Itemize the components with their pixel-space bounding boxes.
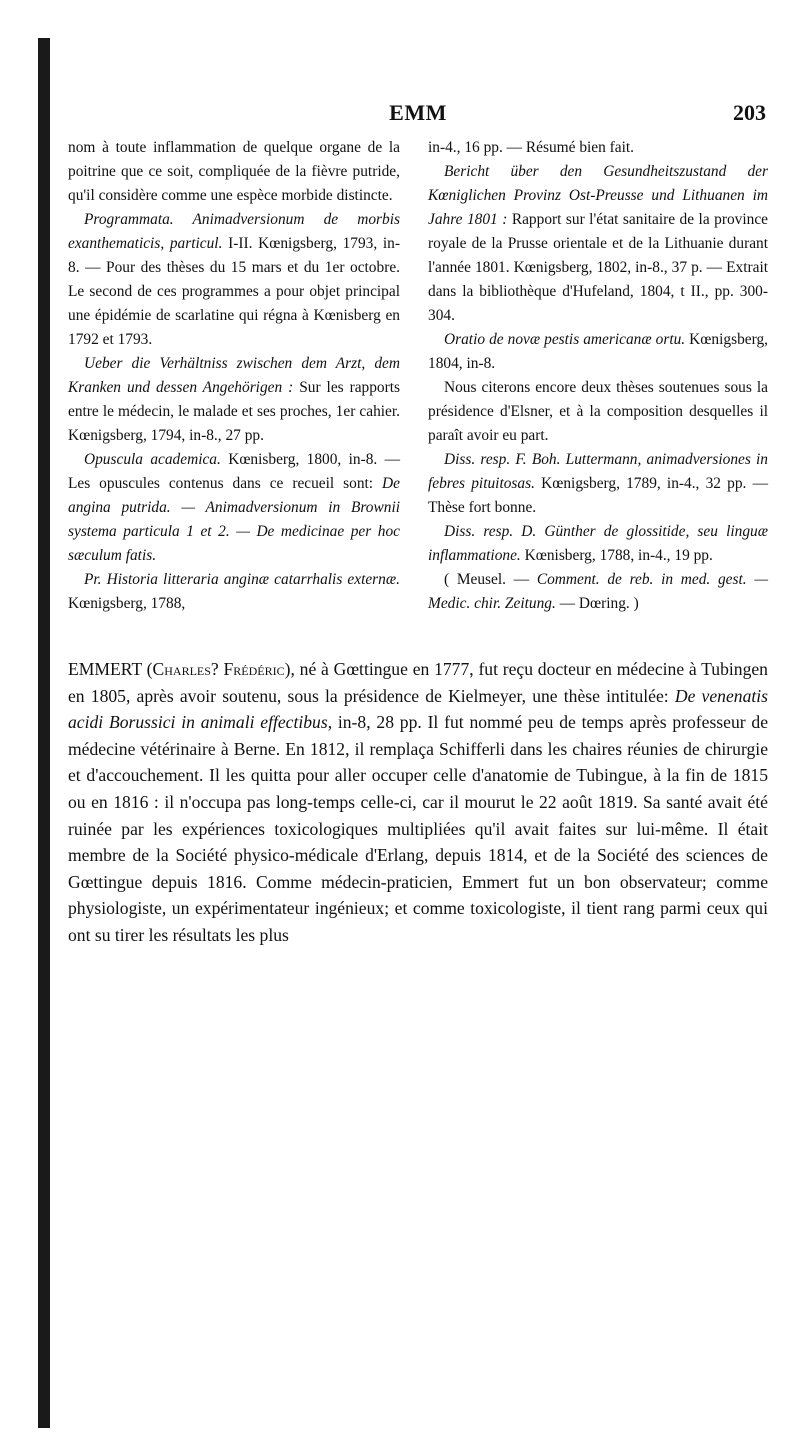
right-paragraph-5: Diss. resp. F. Boh. Luttermann, animadversiones in febres pituitosas. Kœnigsberg, 1789, in-4., 32 pp. — Thèse fort bonne. [428,451,768,516]
page-edge-shadow [38,38,50,1428]
running-head: EMM [389,100,447,125]
biography-entry [68,656,768,949]
book-page [68,100,768,949]
page-header [68,100,768,136]
right-paragraph-4: Nous citerons encore deux thèses soutenues sous la présidence d'Elsner, et à la composition desquelles il paraît avoir eu part. [428,379,768,444]
two-column-section [68,136,768,616]
right-paragraph-6: Diss. resp. D. Günther de glossitide, seu linguæ inflammatione. Kœnisberg, 1788, in-4., 19 pp. [428,523,768,564]
right-paragraph-3: Oratio de novæ pestis americanæ ortu. Kœnigsberg, 1804, in-8. [428,331,768,372]
left-paragraph-2: Programmata. Animadversionum de morbis exanthematicis, particul. I-II. Kœnigsberg, 1793, in-8. — Pour des thèses du 15 mars et du 1er octobre. Le second de ces programmes a pour objet principal une épidémie de scarlatine qui régna à Kœnisberg en 1792 et 1793. [68,211,400,348]
left-paragraph-5: Pr. Historia litteraria anginæ catarrhalis externæ. Kœnigsberg, 1788, [68,571,400,612]
thesis-title: De venenatis acidi Borussici in animali effectibus [68,685,768,733]
left-paragraph-3: Ueber die Verhältniss zwischen dem Arzt, dem Kranken und dessen Angehörigen : Sur les rapports entre le médecin, le malade et ses proches, 1er cahier. Kœnigsberg, 1794, in-8., 27 pp. [68,355,401,444]
right-paragraph-2: Bericht über den Gesundheitszustand der Kœniglichen Provinz Ost-Preusse und Lithuanen im Jahre 1801 : Rapport sur l'état sanitaire de la province royale de la Prusse orientale et de la Lithuanie durant l'année 1801. Kœnigsberg, 1802, in-8., 37 p. — Extrait dans la bibliothèque d'Hufeland, 1804, t II., pp. 300-304. [428,163,768,324]
entry-paragraph: EMMERT (Charles? Frédéric), né à Gœttingue en 1777, fut reçu docteur en médecine à Tubingen en 1805, après avoir soutenu, sous la présidence de Kielmeyer, une thèse intitulée: De venenatis acidi Borussici in animali effectibus, in-8, 28 pp. Il fut nommé peu de temps après professeur de médecine vétérinaire à Berne. En 1812, il remplaça Schifferli dans les chaires réunies de chirurgie et d'accouchement. Il les quitta pour aller occuper celle d'anatomie de Tubingue, à la fin de 1815 ou en 1816 : il n'occupa pas long-temps celle-ci, car il mourut le 22 août 1819. Sa santé avait été ruinée par les expériences toxicologiques multipliées qu'il avait faites sur lui-même. Il était membre de la Société physico-médicale d'Erlang, depuis 1814, et de la Société des sciences de Gœttingue depuis 1816. Comme médecin-praticien, Emmert fut un bon observateur; comme physiologiste, un expérimentateur ingénieux; et comme toxicologiste, il tient rang parmi ceux qui ont su tirer les résultats les plus [68,659,769,945]
left-paragraph-4: Opuscula academica. Kœnisberg, 1800, in-8. — Les opuscules contenus dans ce recueil sont: De angina putrida. — Animadversionum in Brownii systema particula 1 et 2. — De medicinae per hoc sæculum fatis. [68,451,401,564]
right-paragraph-1: in-4., 16 pp. — Résumé bien fait. [428,139,635,156]
right-column [428,136,768,616]
entry-given-names: (Charles? Frédéric [146,659,285,679]
left-paragraph-1: nom à toute inflammation de quelque organe de la poitrine que ce soit, compliquée de la fièvre putride, qu'il considère comme une espèce morbide distincte. [68,139,400,204]
entry-name: EMMERT [68,659,142,679]
page-number: 203 [733,100,766,125]
right-paragraph-7: ( Meusel. — Comment. de reb. in med. gest. — Medic. chir. Zeitung. — Dœring. ) [428,571,769,612]
left-column [68,136,400,616]
